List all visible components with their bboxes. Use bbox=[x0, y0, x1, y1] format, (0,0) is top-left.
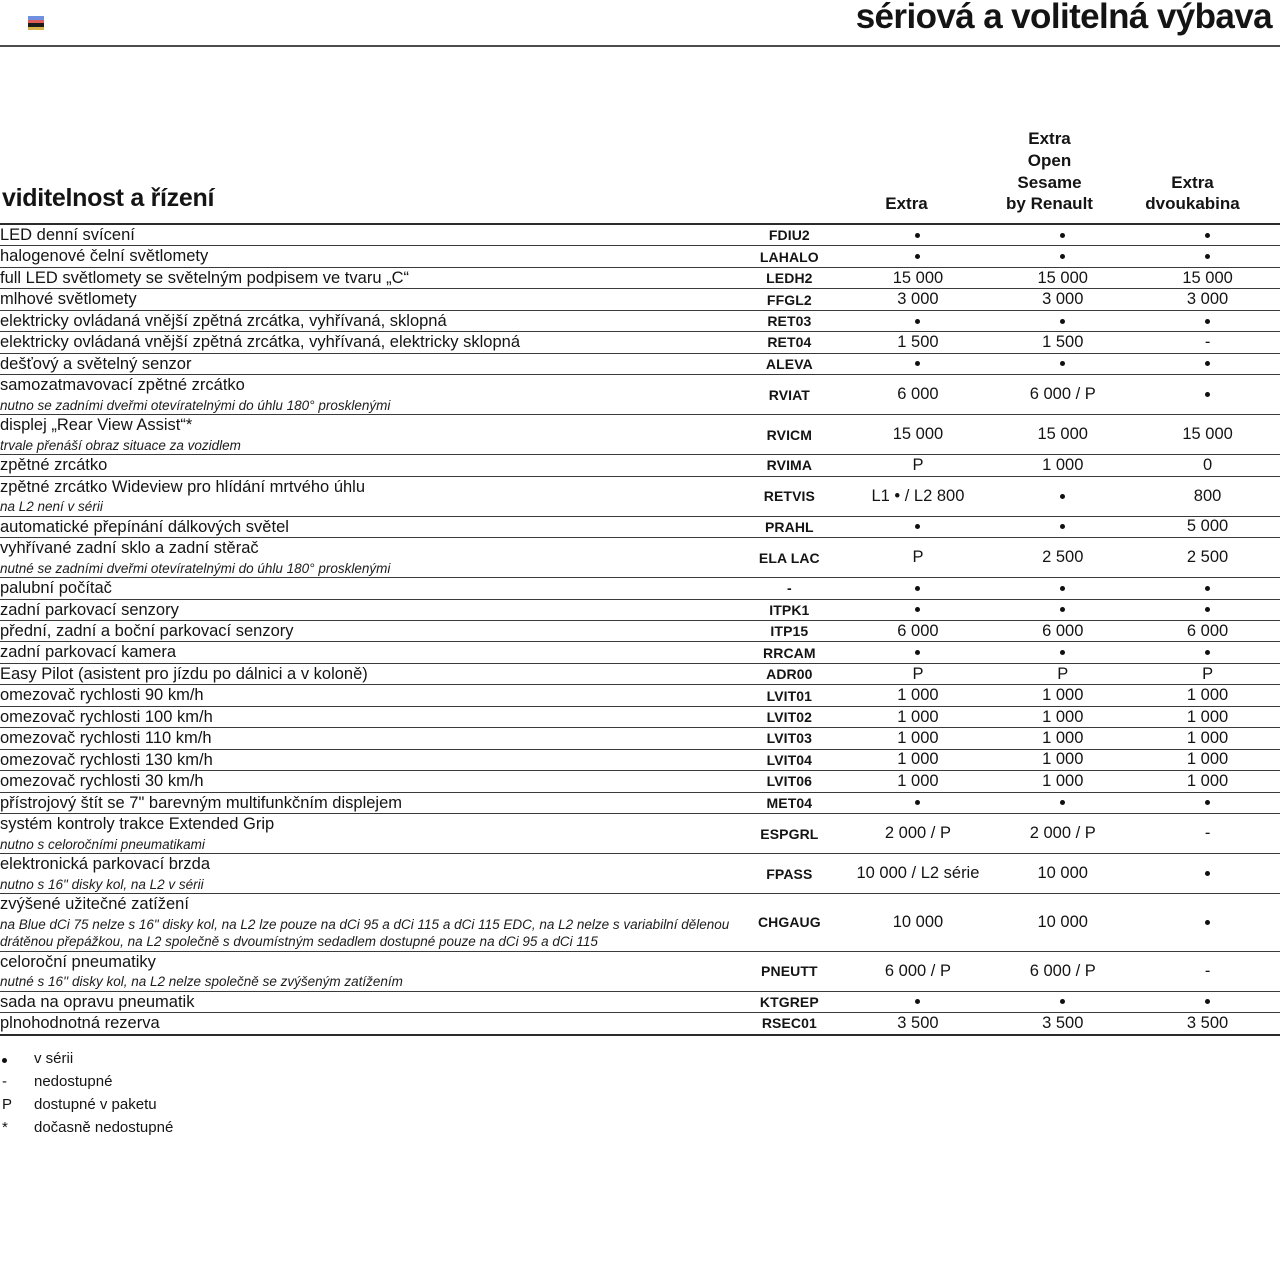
legend-text: dostupné v paketu bbox=[34, 1096, 157, 1114]
feature-cell bbox=[0, 951, 733, 991]
value-cell bbox=[990, 792, 1135, 813]
value-cell bbox=[1135, 310, 1280, 331]
table-row bbox=[0, 225, 1280, 246]
feature-label: LED denní svícení bbox=[0, 226, 135, 244]
legend-symbol: P bbox=[2, 1096, 13, 1114]
value-cell: 6 000 / P bbox=[846, 951, 991, 991]
option-code-cell: FPASS bbox=[733, 854, 845, 894]
value-cell: 2 500 bbox=[990, 538, 1135, 578]
feature-note: nutno s 16" disky kol, na L2 v sérii bbox=[0, 876, 204, 892]
value-cell: 15 000 bbox=[990, 267, 1135, 288]
option-code-cell: ADR00 bbox=[733, 663, 845, 684]
value-cell bbox=[1135, 246, 1280, 267]
value-cell: 3 000 bbox=[846, 289, 991, 310]
option-code-cell: LAHALO bbox=[733, 246, 845, 267]
feature-label: omezovač rychlosti 130 km/h bbox=[0, 750, 213, 769]
feature-note: nutné se zadními dveřmi otevíratelnými do úhlu 180° prosklenými bbox=[0, 560, 391, 576]
column-header-line: Extra bbox=[1171, 172, 1214, 192]
value-cell: 15 000 bbox=[1135, 267, 1280, 288]
value-cell bbox=[846, 310, 991, 331]
value-cell: 2 500 bbox=[1135, 538, 1280, 578]
value-cell: - bbox=[1135, 814, 1280, 854]
option-code-cell: PRAHL bbox=[733, 516, 845, 537]
value-cell: 1 000 bbox=[1135, 749, 1280, 770]
value-cell: P bbox=[1135, 663, 1280, 684]
value-cell bbox=[846, 642, 991, 663]
value-cell: - bbox=[1135, 332, 1280, 353]
option-code-cell: LVIT06 bbox=[733, 771, 845, 792]
page-title: sériová a volitelná výbava bbox=[855, 0, 1272, 36]
table-row bbox=[0, 792, 1280, 813]
legend-text: nedostupné bbox=[34, 1072, 113, 1090]
column-header-extra-dvoukabina bbox=[1121, 172, 1264, 216]
value-cell bbox=[1135, 578, 1280, 599]
feature-label: vyhřívané zadní sklo a zadní stěrač bbox=[0, 539, 259, 558]
table-row bbox=[0, 951, 1280, 991]
column-header-line: Extra bbox=[1028, 129, 1071, 148]
legend-symbol bbox=[2, 1058, 34, 1063]
table-row bbox=[0, 991, 1280, 1012]
value-cell: 1 000 bbox=[990, 749, 1135, 770]
feature-cell bbox=[0, 538, 733, 578]
value-cell: 1 000 bbox=[846, 771, 991, 792]
value-cell: 6 000 bbox=[990, 620, 1135, 641]
section-title: viditelnost a řízení bbox=[2, 184, 215, 212]
value-cell: 5 000 bbox=[1135, 516, 1280, 537]
value-cell bbox=[1135, 599, 1280, 620]
table-row bbox=[0, 749, 1280, 770]
feature-cell bbox=[0, 225, 733, 246]
feature-note: trvale přenáší obraz situace za vozidlem bbox=[0, 437, 241, 453]
feature-label: dešťový a světelný senzor bbox=[0, 354, 192, 373]
feature-cell bbox=[0, 476, 733, 516]
feature-label: full LED světlomety se světelným podpisem ve tvaru „C“ bbox=[0, 268, 409, 287]
legend-symbol: - bbox=[2, 1072, 7, 1090]
option-code-cell: RVIAT bbox=[733, 375, 845, 415]
value-cell bbox=[1135, 642, 1280, 663]
feature-cell bbox=[0, 728, 733, 749]
value-cell: 1 000 bbox=[990, 706, 1135, 727]
feature-cell bbox=[0, 792, 733, 813]
table-row bbox=[0, 455, 1280, 476]
feature-label: samozatmavovací zpětné zrcátko bbox=[0, 376, 245, 395]
feature-label: zadní parkovací senzory bbox=[0, 600, 179, 619]
column-header-line: dvoukabina bbox=[1145, 194, 1240, 214]
feature-label: zpětné zrcátko Wideview pro hlídání mrtvého úhlu bbox=[0, 477, 366, 496]
option-code-cell: PNEUTT bbox=[733, 951, 845, 991]
table-row bbox=[0, 516, 1280, 537]
value-cell bbox=[1135, 854, 1280, 894]
option-code-cell: RVIMA bbox=[733, 455, 845, 476]
feature-label: omezovač rychlosti 110 km/h bbox=[0, 729, 212, 748]
table-row bbox=[0, 332, 1280, 353]
value-cell bbox=[990, 476, 1135, 516]
value-cell: 1 000 bbox=[1135, 706, 1280, 727]
value-cell: 15 000 bbox=[846, 267, 991, 288]
value-cell bbox=[1135, 353, 1280, 374]
value-cell: 6 000 bbox=[846, 375, 991, 415]
feature-label: elektricky ovládaná vnější zpětná zrcátka, vyhřívaná, elektricky sklopná bbox=[0, 333, 520, 352]
value-cell: 6 000 / P bbox=[990, 951, 1135, 991]
feature-cell bbox=[0, 310, 733, 331]
option-code-cell: ITP15 bbox=[733, 620, 845, 641]
table-row bbox=[0, 578, 1280, 599]
legend bbox=[0, 1047, 1280, 1140]
table-row bbox=[0, 476, 1280, 516]
feature-label: mlhové světlomety bbox=[0, 290, 137, 309]
option-code-cell: FDIU2 bbox=[733, 225, 845, 246]
feature-cell bbox=[0, 771, 733, 792]
table-header-zone bbox=[0, 47, 1280, 225]
feature-cell bbox=[0, 516, 733, 537]
table-row bbox=[0, 854, 1280, 894]
feature-cell bbox=[0, 599, 733, 620]
value-cell: 2 000 / P bbox=[846, 814, 991, 854]
legend-item bbox=[2, 1047, 1280, 1070]
option-code-cell: RETVIS bbox=[733, 476, 845, 516]
value-cell: 1 000 bbox=[1135, 728, 1280, 749]
value-cell bbox=[1135, 375, 1280, 415]
value-cell bbox=[1135, 225, 1280, 246]
option-code-cell: LEDH2 bbox=[733, 267, 845, 288]
value-cell bbox=[990, 578, 1135, 599]
value-cell bbox=[990, 991, 1135, 1012]
table-row bbox=[0, 310, 1280, 331]
option-code-cell: LVIT03 bbox=[733, 728, 845, 749]
value-cell: P bbox=[846, 455, 991, 476]
option-code-cell: KTGREP bbox=[733, 991, 845, 1012]
value-cell: 2 000 / P bbox=[990, 814, 1135, 854]
value-cell: 1 000 bbox=[990, 455, 1135, 476]
value-cell: 1 000 bbox=[990, 771, 1135, 792]
feature-cell bbox=[0, 663, 733, 684]
feature-label: omezovač rychlosti 90 km/h bbox=[0, 686, 204, 705]
value-cell: 6 000 bbox=[1135, 620, 1280, 641]
feature-label: Easy Pilot (asistent pro jízdu po dálnici a v koloně) bbox=[0, 664, 368, 683]
table-row bbox=[0, 771, 1280, 792]
value-cell: 1 500 bbox=[990, 332, 1135, 353]
feature-label: sada na opravu pneumatik bbox=[0, 992, 195, 1011]
option-code-cell: RRCAM bbox=[733, 642, 845, 663]
feature-label: systém kontroly trakce Extended Grip bbox=[0, 815, 275, 834]
value-cell: 15 000 bbox=[990, 415, 1135, 455]
feature-cell bbox=[0, 455, 733, 476]
table-row bbox=[0, 246, 1280, 267]
value-cell: 3 500 bbox=[990, 1013, 1135, 1035]
feature-label: celoroční pneumatiky bbox=[0, 952, 156, 971]
feature-cell bbox=[0, 375, 733, 415]
table-row bbox=[0, 538, 1280, 578]
equipment-table bbox=[0, 225, 1280, 1036]
column-header-line: Extra bbox=[885, 194, 928, 214]
feature-cell bbox=[0, 353, 733, 374]
table-row bbox=[0, 706, 1280, 727]
table-row bbox=[0, 267, 1280, 288]
value-cell: 10 000 bbox=[990, 894, 1135, 952]
value-cell bbox=[990, 599, 1135, 620]
value-cell: 3 000 bbox=[990, 289, 1135, 310]
feature-label: omezovač rychlosti 30 km/h bbox=[0, 772, 204, 791]
column-header-line: Sesame bbox=[1017, 172, 1082, 192]
feature-label: halogenové čelní světlomety bbox=[0, 247, 209, 266]
feature-cell bbox=[0, 246, 733, 267]
legend-text: dočasně nedostupné bbox=[34, 1119, 174, 1137]
value-cell: L1 • / L2 800 bbox=[846, 476, 991, 516]
value-cell: 10 000 bbox=[990, 854, 1135, 894]
feature-cell bbox=[0, 578, 733, 599]
value-cell: 6 000 bbox=[846, 620, 991, 641]
value-cell bbox=[1135, 894, 1280, 952]
feature-cell bbox=[0, 267, 733, 288]
feature-label: elektronická parkovací brzda bbox=[0, 855, 211, 874]
value-cell bbox=[846, 225, 991, 246]
table-row bbox=[0, 642, 1280, 663]
feature-cell bbox=[0, 854, 733, 894]
option-code-cell: RET04 bbox=[733, 332, 845, 353]
table-row bbox=[0, 663, 1280, 684]
option-code-cell: RET03 bbox=[733, 310, 845, 331]
table-row bbox=[0, 728, 1280, 749]
value-cell: 1 000 bbox=[846, 685, 991, 706]
table-row bbox=[0, 353, 1280, 374]
value-cell: 3 500 bbox=[846, 1013, 991, 1035]
value-cell: 1 000 bbox=[990, 728, 1135, 749]
value-cell bbox=[1135, 792, 1280, 813]
value-cell bbox=[990, 246, 1135, 267]
table-row bbox=[0, 599, 1280, 620]
feature-cell bbox=[0, 1013, 733, 1035]
table-row bbox=[0, 894, 1280, 952]
table-row bbox=[0, 814, 1280, 854]
option-code-cell: RSEC01 bbox=[733, 1013, 845, 1035]
value-cell: 1 500 bbox=[846, 332, 991, 353]
value-cell bbox=[846, 353, 991, 374]
legend-item bbox=[2, 1093, 1280, 1116]
column-headers bbox=[835, 128, 1280, 215]
feature-cell bbox=[0, 894, 733, 952]
feature-cell bbox=[0, 814, 733, 854]
table-row bbox=[0, 620, 1280, 641]
value-cell bbox=[846, 516, 991, 537]
value-cell: 1 000 bbox=[846, 728, 991, 749]
value-cell: 1 000 bbox=[1135, 771, 1280, 792]
table-row bbox=[0, 1013, 1280, 1035]
feature-note: nutno se zadními dveřmi otevíratelnými do úhlu 180° prosklenými bbox=[0, 397, 391, 413]
value-cell bbox=[990, 225, 1135, 246]
feature-cell bbox=[0, 991, 733, 1012]
feature-label: zpětné zrcátko bbox=[0, 456, 108, 475]
legend-item bbox=[2, 1116, 1280, 1139]
feature-label: zadní parkovací kamera bbox=[0, 643, 177, 662]
value-cell: 1 000 bbox=[1135, 685, 1280, 706]
value-cell bbox=[990, 516, 1135, 537]
feature-label: plnohodnotná rezerva bbox=[0, 1014, 160, 1033]
value-cell: 3 500 bbox=[1135, 1013, 1280, 1035]
feature-cell bbox=[0, 332, 733, 353]
option-code-cell: - bbox=[733, 578, 845, 599]
feature-cell bbox=[0, 749, 733, 770]
feature-note: na L2 není v sérii bbox=[0, 499, 103, 515]
option-code-cell: ITPK1 bbox=[733, 599, 845, 620]
feature-cell bbox=[0, 289, 733, 310]
column-header-line: Open bbox=[1027, 150, 1072, 170]
value-cell bbox=[846, 578, 991, 599]
feature-cell bbox=[0, 706, 733, 727]
value-cell bbox=[846, 599, 991, 620]
feature-label: displej „Rear View Assist“* bbox=[0, 416, 193, 435]
legend-text: v sérii bbox=[34, 1049, 74, 1067]
feature-note: nutno s celoročními pneumatikami bbox=[0, 836, 205, 852]
option-code-cell: ALEVA bbox=[733, 353, 845, 374]
value-cell bbox=[990, 310, 1135, 331]
table-row bbox=[0, 289, 1280, 310]
column-header-extra-open-sesame bbox=[978, 128, 1121, 215]
option-code-cell: ELA LAC bbox=[733, 538, 845, 578]
feature-note: na Blue dCi 75 nelze s 16" disky kol, na L2 lze pouze na dCi 95 a dCi 115 a dCi 115 EDC, na L2 nelze s variabilní dělenou drátěnou přepážkou, na L2 společně s dvoumístným sedadlem dostupné pouze na dCi 95 a dCi 115 bbox=[0, 916, 730, 950]
option-code-cell: FFGL2 bbox=[733, 289, 845, 310]
value-cell: 10 000 / L2 série bbox=[846, 854, 991, 894]
feature-label: automatické přepínání dálkových světel bbox=[0, 517, 289, 536]
feature-label: omezovač rychlosti 100 km/h bbox=[0, 707, 213, 726]
value-cell: 1 000 bbox=[846, 749, 991, 770]
feature-note: nutné s 16'' disky kol, na L2 nelze společně se zvýšeným zatížením bbox=[0, 974, 403, 990]
feature-cell bbox=[0, 620, 733, 641]
feature-cell bbox=[0, 642, 733, 663]
value-cell: 3 000 bbox=[1135, 289, 1280, 310]
value-cell: P bbox=[846, 663, 991, 684]
value-cell: P bbox=[846, 538, 991, 578]
value-cell bbox=[1135, 991, 1280, 1012]
value-cell: 15 000 bbox=[846, 415, 991, 455]
value-cell: 15 000 bbox=[1135, 415, 1280, 455]
legend-symbol: * bbox=[2, 1119, 8, 1137]
table-row bbox=[0, 685, 1280, 706]
equipment-table-body bbox=[0, 225, 1280, 1035]
column-header-extra bbox=[835, 193, 978, 215]
document-header bbox=[0, 0, 1280, 47]
value-cell bbox=[846, 792, 991, 813]
feature-cell bbox=[0, 415, 733, 455]
option-code-cell: MET04 bbox=[733, 792, 845, 813]
table-row bbox=[0, 415, 1280, 455]
feature-label: elektricky ovládaná vnější zpětná zrcátka, vyhřívaná, sklopná bbox=[0, 311, 447, 330]
option-code-cell: LVIT02 bbox=[733, 706, 845, 727]
feature-label: přední, zadní a boční parkovací senzory bbox=[0, 621, 294, 640]
value-cell: - bbox=[1135, 951, 1280, 991]
table-row bbox=[0, 375, 1280, 415]
feature-label: palubní počítač bbox=[0, 579, 112, 598]
legend-item bbox=[2, 1070, 1280, 1093]
feature-label: zvýšené užitečné zatížení bbox=[0, 895, 189, 914]
value-cell bbox=[846, 246, 991, 267]
renault-color-bars-icon bbox=[28, 16, 44, 30]
value-cell: P bbox=[990, 663, 1135, 684]
value-cell: 800 bbox=[1135, 476, 1280, 516]
value-cell bbox=[990, 353, 1135, 374]
option-code-cell: ESPGRL bbox=[733, 814, 845, 854]
value-cell: 1 000 bbox=[990, 685, 1135, 706]
value-cell: 0 bbox=[1135, 455, 1280, 476]
option-code-cell: LVIT04 bbox=[733, 749, 845, 770]
option-code-cell: LVIT01 bbox=[733, 685, 845, 706]
column-header-line: by Renault bbox=[1006, 194, 1093, 214]
value-cell: 6 000 / P bbox=[990, 375, 1135, 415]
option-code-cell: CHGAUG bbox=[733, 894, 845, 952]
feature-cell bbox=[0, 685, 733, 706]
feature-label: přístrojový štít se 7" barevným multifunkčním displejem bbox=[0, 793, 402, 812]
value-cell: 10 000 bbox=[846, 894, 991, 952]
option-code-cell: RVICM bbox=[733, 415, 845, 455]
value-cell bbox=[846, 991, 991, 1012]
value-cell: 1 000 bbox=[846, 706, 991, 727]
value-cell bbox=[990, 642, 1135, 663]
